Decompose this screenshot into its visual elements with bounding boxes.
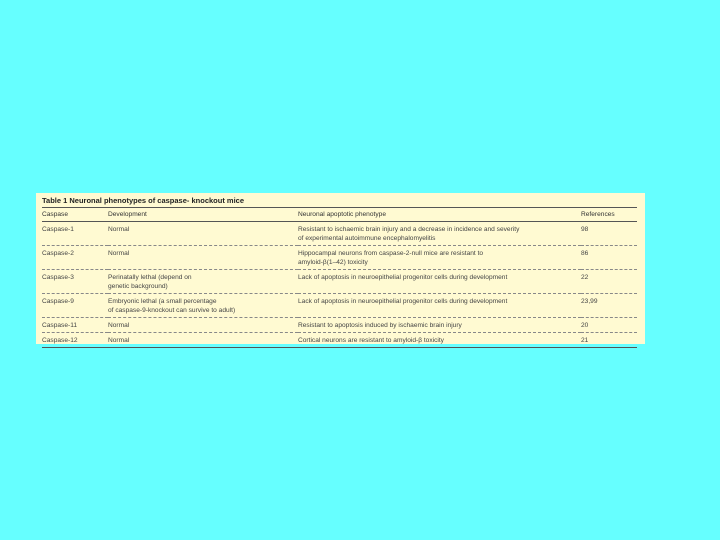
cell-references: 20 [581, 318, 637, 333]
table-row [42, 246, 637, 270]
cell-phenotype-line: Cortical neurons are resistant to amyloid-β toxicity [298, 337, 444, 344]
cell-phenotype-line: Lack of apoptosis in neuroepithelial progenitor cells during development [298, 274, 508, 281]
cell-phenotype-line: Resistant to ischaemic brain injury and a decrease in incidence and severity [298, 226, 520, 233]
table-row [42, 270, 637, 294]
cell-development-line: Normal [108, 226, 130, 233]
cell-phenotype [298, 222, 581, 246]
cell-development [108, 333, 298, 348]
cell-development-line: genetic background) [108, 283, 168, 290]
cell-development-line: Perinatally lethal (depend on [108, 274, 192, 281]
header-caspase: Caspase [42, 208, 108, 222]
cell-caspase: Caspase-9 [42, 294, 108, 318]
table-row [42, 222, 637, 246]
cell-phenotype-line: of experimental autoimmune encephalomyelitis [298, 235, 436, 242]
header-phenotype: Neuronal apoptotic phenotype [298, 208, 581, 222]
caspase-table [42, 207, 637, 348]
table-panel [36, 193, 645, 344]
cell-references: 23,99 [581, 294, 637, 318]
cell-phenotype [298, 270, 581, 294]
cell-development-line: Normal [108, 250, 130, 257]
table-row [42, 318, 637, 333]
cell-phenotype [298, 333, 581, 348]
cell-references: 98 [581, 222, 637, 246]
cell-phenotype-line: Hippocampal neurons from caspase-2-null mice are resistant to [298, 250, 484, 257]
cell-phenotype [298, 294, 581, 318]
table-row [42, 333, 637, 348]
cell-development-line: Normal [108, 337, 130, 344]
cell-caspase: Caspase-2 [42, 246, 108, 270]
cell-development-line: Normal [108, 322, 130, 329]
cell-development [108, 270, 298, 294]
cell-caspase: Caspase-1 [42, 222, 108, 246]
cell-phenotype-line: amyloid-β(1–42) toxicity [298, 259, 368, 266]
cell-phenotype-line: Lack of apoptosis in neuroepithelial progenitor cells during development [298, 298, 508, 305]
header-references: References [581, 208, 637, 222]
cell-caspase: Caspase-11 [42, 318, 108, 333]
cell-phenotype [298, 246, 581, 270]
table-title: Table 1 Neuronal phenotypes of caspase- knockout mice [42, 196, 244, 205]
cell-caspase: Caspase-12 [42, 333, 108, 348]
table-row [42, 294, 637, 318]
cell-development [108, 222, 298, 246]
cell-development-line: of caspase-9-knockout can survive to adult) [108, 307, 236, 314]
cell-references: 21 [581, 333, 637, 348]
cell-development [108, 294, 298, 318]
cell-phenotype [298, 318, 581, 333]
cell-development [108, 318, 298, 333]
cell-references: 22 [581, 270, 637, 294]
cell-caspase: Caspase-3 [42, 270, 108, 294]
cell-development-line: Embryonic lethal (a small percentage [108, 298, 217, 305]
cell-references: 86 [581, 246, 637, 270]
header-row [42, 208, 637, 222]
cell-phenotype-line: Resistant to apoptosis induced by ischaemic brain injury [298, 322, 462, 329]
header-development: Development [108, 208, 298, 222]
cell-development [108, 246, 298, 270]
